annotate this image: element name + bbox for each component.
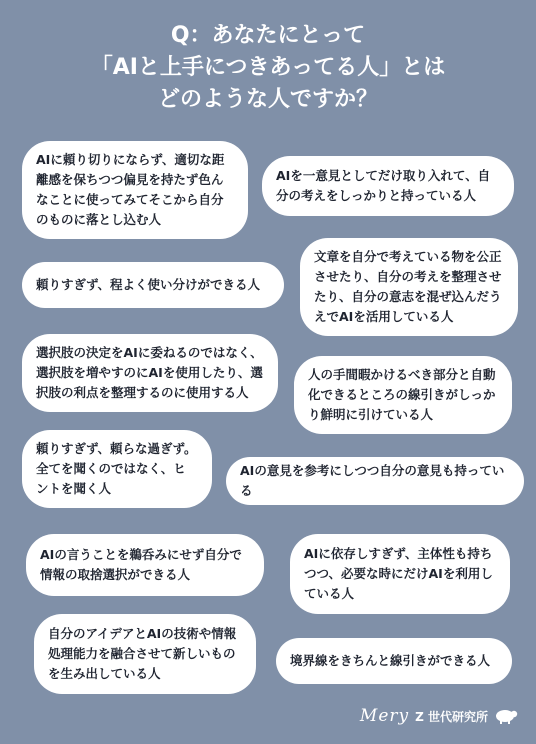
answer-bubble-5 [22, 334, 278, 412]
answer-text-4: 文章を自分で考えている物を公正させたり、自分の考えを整理させたり、自分の意志を混ぜ込んだうえでAIを活用している人 [314, 249, 502, 324]
brand-logo: Mery [359, 706, 410, 726]
answer-text-2: AIを一意見としてだけ取り入れて、自分の考えをしっかりと持っている人 [276, 168, 491, 203]
answer-bubble-6 [294, 356, 512, 434]
answer-bubble-12 [276, 638, 512, 684]
answer-bubble-10 [290, 534, 510, 614]
answer-text-1: AIに頼り切りにならず、適切な距離感を保ちつつ偏見を持たず色んなことに使ってみてそこから自分のものに落とし込む人 [36, 152, 225, 227]
answer-bubble-3 [22, 262, 284, 308]
title-line-1: Q：あなたにとって [170, 23, 366, 48]
answer-bubble-7 [22, 430, 212, 508]
answer-text-11: 自分のアイデアとAIの技術や情報処理能力を融合させて新しいものを生み出している人 [48, 626, 237, 681]
lab-name: Z 世代研究所 [415, 709, 488, 724]
answer-text-9: AIの言うことを鵜呑みにせず自分で情報の取捨選択ができる人 [40, 547, 242, 582]
answer-bubble-2 [262, 156, 514, 216]
answer-bubble-8 [226, 457, 524, 505]
title-line-3: どのような人ですか？ [157, 87, 378, 112]
answer-bubble-9 [26, 534, 264, 596]
answer-text-3: 頼りすぎず、程よく使い分けができる人 [36, 277, 261, 292]
answer-text-10: AIに依存しすぎず、主体性も持ちつつ、必要な時にだけAIを利用している人 [304, 546, 493, 601]
answer-text-8: AIの意見を参考にしつつ自分の意見も持っている [240, 463, 505, 498]
answer-text-12: 境界線をきちんと線引きができる人 [290, 653, 491, 668]
answer-text-6: 人の手間暇かけるべき部分と自動化できるところの線引きがしっかり鮮明に引けている人 [308, 367, 496, 422]
answer-bubble-1 [22, 141, 248, 239]
footer-brand [360, 706, 518, 726]
answer-bubble-11 [34, 614, 256, 694]
page-title [0, 20, 536, 116]
answer-text-5: 選択肢の決定をAIに委ねるのではなく、選択肢を増やすのにAIを使用したり、選択肢の利点を整理するのに使用する人 [36, 345, 263, 400]
answer-text-7: 頼りすぎず、頼らな過ぎず。全てを聞くのではなく、ヒントを聞く人 [36, 441, 197, 496]
title-line-2: 「AIと上手につきあってる人」とは [90, 55, 446, 80]
answer-bubble-4 [300, 238, 518, 336]
sheep-icon [494, 707, 518, 725]
